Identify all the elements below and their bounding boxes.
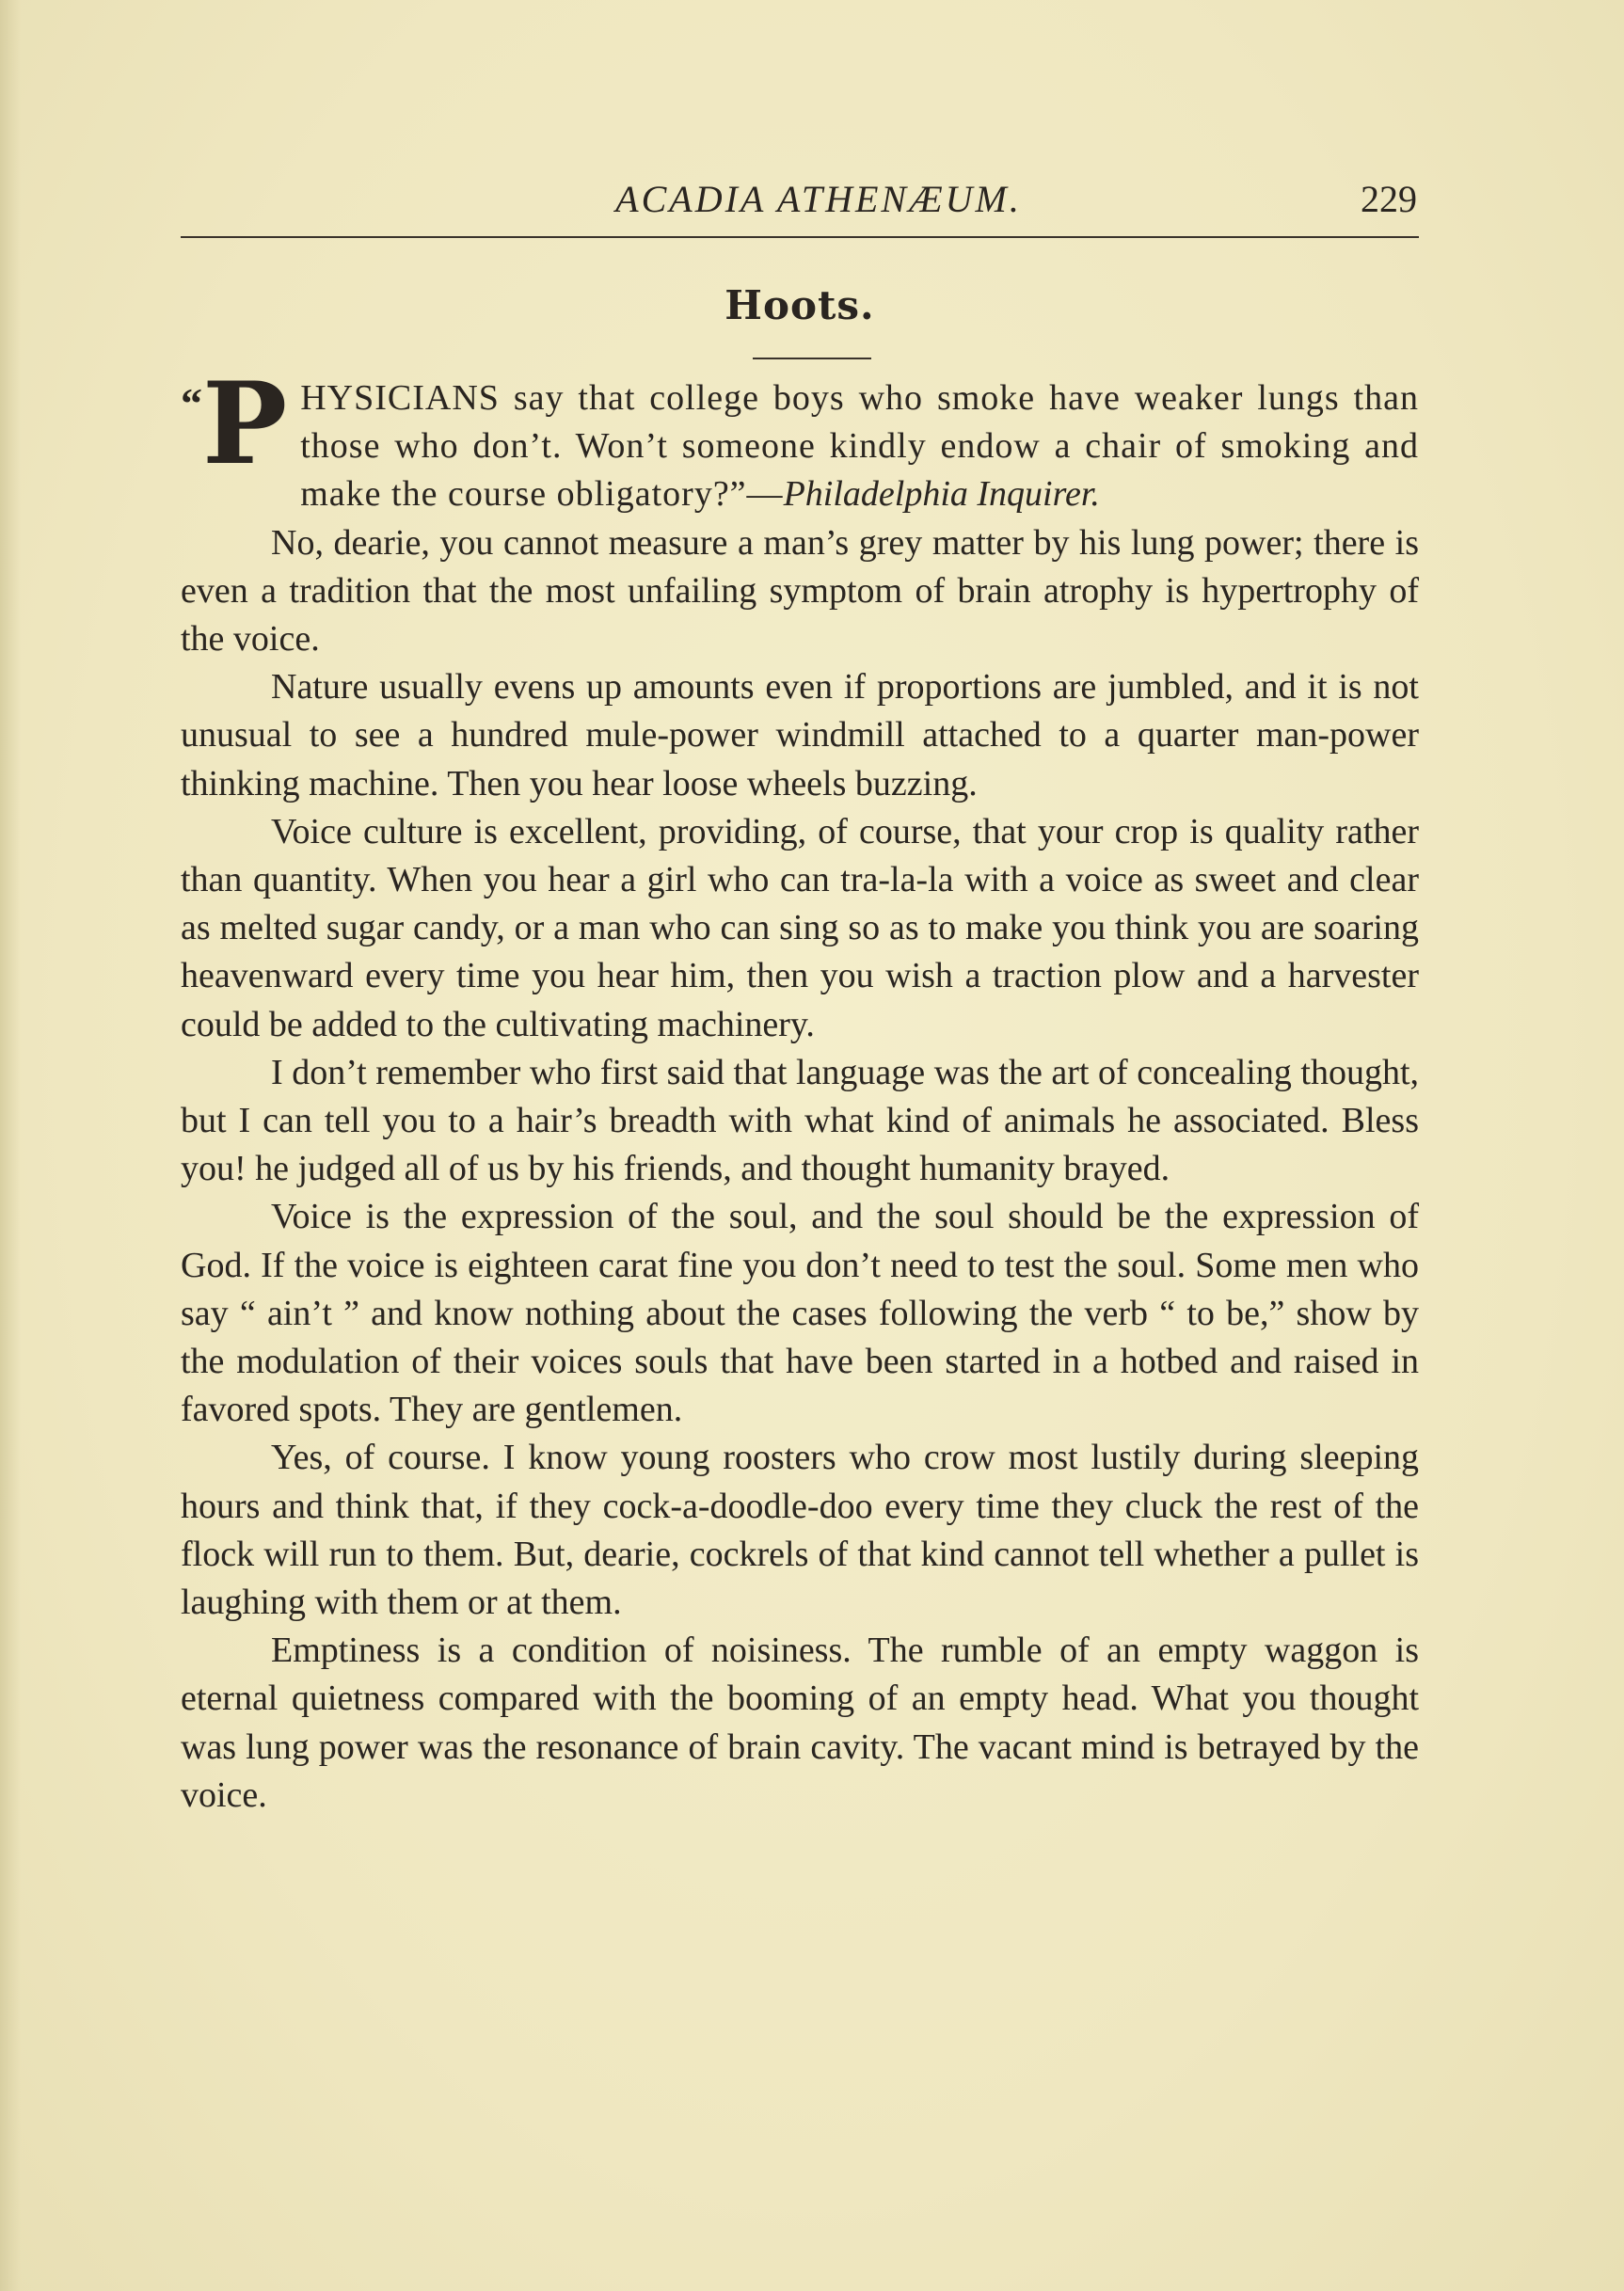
running-title: ACADIA ATHENÆUM. <box>615 178 1022 220</box>
paragraph-2: No, dearie, you cannot measure a man’s grey matter by his lung power; there is even a tradition that the most unfailing symptom of brain atrophy is hypertrophy of the voice. <box>181 522 1419 660</box>
paragraph-8: Emptiness is a condition of noisiness. The rumble of an empty waggon is eternal quietness compared with the booming of an empty head. What you thought was lung power was the resonance of brain cavity. The vacant mind is betrayed by the voice. <box>181 1631 1419 1815</box>
page-edge-shadow <box>0 0 21 2291</box>
paragraph-3: Nature usually evens up amounts even if proportions are jumbled, and it is not unusual to see a hundred mule-power windmill attached to a quarter man-power thinking machine. Then you hear loose wheels buzzing. <box>181 667 1419 803</box>
opening-quote-mark: “ <box>181 379 202 427</box>
title-rule <box>753 358 871 359</box>
header-rule <box>181 236 1419 238</box>
paragraph-5: I don’t remember who first said that language was the art of concealing thought, but I can tell you to a hair’s breadth with what kind of animals he associated. Bless you! he judged all of us by his friends, and thought humanity brayed. <box>181 1052 1419 1189</box>
section-title: Hoots. <box>724 282 875 328</box>
article-body <box>181 358 1419 1820</box>
paragraph-6: Voice is the expression of the soul, and the soul should be the expression of God. If the voice is eighteen carat fine you don’t need to test the soul. Some men who say “ ain’t ” and know nothing about the cases following the verb “ to be,” show by the modulation of their voices souls that have been started in a hotbed and raised in favored spots. They are gentlemen. <box>181 1197 1419 1430</box>
first-paragraph-text: HYSICIANS say that college boys who smoke have weaker lungs than those who don’t. Won’t someone kindly endow a chair of smoking and make the course obligatory?”— <box>300 378 1419 515</box>
paragraph-1 <box>181 358 1419 519</box>
page-number: 229 <box>1361 178 1417 220</box>
drop-cap: P <box>202 358 288 490</box>
paragraph-7: Yes, of course. I know young roosters who crow most lustily during sleeping hours and think that, if they cock-a-doodle-doo every time they cluck the rest of the flock will run to them. But, dearie, cockrels of that kind cannot tell whether a pullet is laughing with them or at them. <box>181 1438 1419 1623</box>
paragraph-4: Voice culture is excellent, providing, of course, that your crop is quality rather than quantity. When you hear a girl who can tra-la-la with a voice as sweet and clear as melted sugar candy, or a man who can sing so as to make you think you are soaring heavenward every time you hear him, then you wish a traction plow and a harvester could be added to the cultivating machinery. <box>181 811 1419 1044</box>
running-header <box>181 169 1419 235</box>
citation: Philadelphia Inquirer. <box>783 474 1100 515</box>
